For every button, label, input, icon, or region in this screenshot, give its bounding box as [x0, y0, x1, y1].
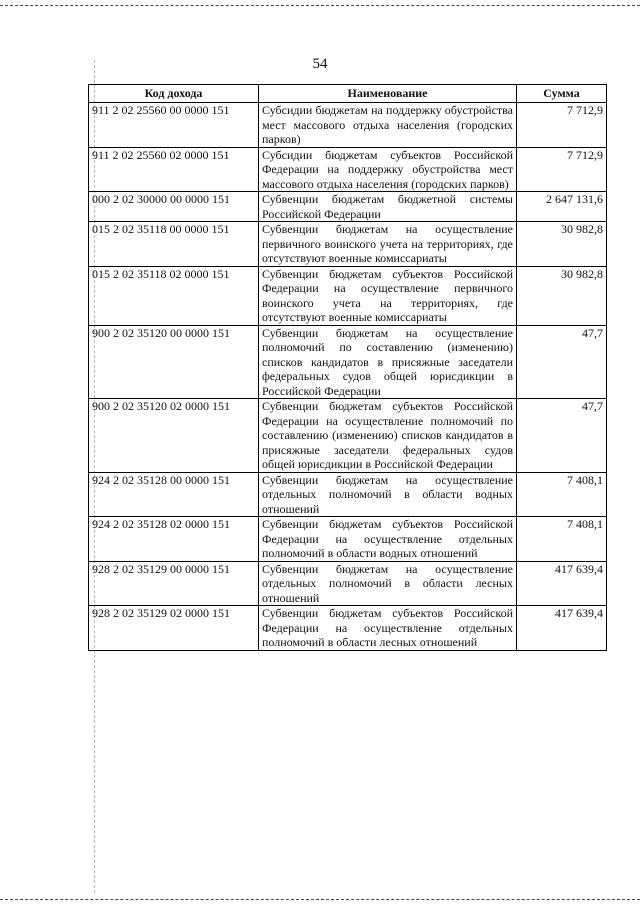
bottom-edge-line [0, 899, 640, 900]
row-name: Субвенции бюджетам субъектов Российской Федерации на осуществление отдельных полномочий в области водных отношений [259, 517, 517, 562]
row-name: Субсидии бюджетам субъектов Российской Федерации на поддержку обустройства мест массового отдыха населения (городских парков) [259, 147, 517, 192]
row-code: 000 2 02 30000 00 0000 151 [89, 192, 259, 222]
table-header-row [89, 85, 607, 103]
table-row [89, 517, 607, 562]
row-code: 924 2 02 35128 02 0000 151 [89, 517, 259, 562]
row-name: Субвенции бюджетам субъектов Российской Федерации на осуществление первичного воинского учета на территориях, где отсутствуют военные комиссариаты [259, 266, 517, 325]
row-sum: 417 639,4 [517, 561, 607, 606]
table-row [89, 325, 607, 399]
table-row [89, 222, 607, 267]
table-row [89, 606, 607, 651]
row-sum: 30 982,8 [517, 266, 607, 325]
row-sum: 47,7 [517, 399, 607, 473]
row-sum: 7 408,1 [517, 472, 607, 517]
row-sum: 30 982,8 [517, 222, 607, 267]
table-row [89, 561, 607, 606]
row-name: Субвенции бюджетам на осуществление отдельных полномочий в области лесных отношений [259, 561, 517, 606]
row-sum: 417 639,4 [517, 606, 607, 651]
row-code: 911 2 02 25560 00 0000 151 [89, 103, 259, 148]
row-code: 924 2 02 35128 00 0000 151 [89, 472, 259, 517]
row-name: Субвенции бюджетам на осуществление первичного воинского учета на территориях, где отсутствуют военные комиссариаты [259, 222, 517, 267]
row-code: 928 2 02 35129 02 0000 151 [89, 606, 259, 651]
table-row [89, 399, 607, 473]
page-number: 54 [312, 56, 328, 72]
top-edge-line [0, 5, 640, 6]
row-sum: 7 712,9 [517, 147, 607, 192]
row-code: 900 2 02 35120 02 0000 151 [89, 399, 259, 473]
row-sum: 7 408,1 [517, 517, 607, 562]
row-name: Субвенции бюджетам субъектов Российской Федерации на осуществление отдельных полномочий в области лесных отношений [259, 606, 517, 651]
table-row [89, 266, 607, 325]
row-code: 911 2 02 25560 02 0000 151 [89, 147, 259, 192]
row-name: Субсидии бюджетам на поддержку обустройства мест массового отдыха населения (городских парков) [259, 103, 517, 148]
row-name: Субвенции бюджетам субъектов Российской Федерации на осуществление полномочий по составлению (изменению) списков кандидатов в присяжные заседатели федеральных судов общей юрисдикции в Российской Федерации [259, 399, 517, 473]
table-row [89, 147, 607, 192]
header-sum: Сумма [517, 85, 607, 103]
header-name: Наименование [259, 85, 517, 103]
header-code: Код дохода [89, 85, 259, 103]
row-code: 015 2 02 35118 02 0000 151 [89, 266, 259, 325]
row-code: 900 2 02 35120 00 0000 151 [89, 325, 259, 399]
row-name: Субвенции бюджетам бюджетной системы Российской Федерации [259, 192, 517, 222]
table-row [89, 103, 607, 148]
row-name: Субвенции бюджетам на осуществление отдельных полномочий в области водных отношений [259, 472, 517, 517]
income-table [88, 84, 607, 651]
row-sum: 7 712,9 [517, 103, 607, 148]
row-sum: 2 647 131,6 [517, 192, 607, 222]
row-name: Субвенции бюджетам на осуществление полномочий по составлению (изменению) списков кандидатов в присяжные заседатели федеральных судов общей юрисдикции в Российской Федерации [259, 325, 517, 399]
table-row [89, 472, 607, 517]
row-code: 015 2 02 35118 00 0000 151 [89, 222, 259, 267]
row-sum: 47,7 [517, 325, 607, 399]
table-row [89, 192, 607, 222]
row-code: 928 2 02 35129 00 0000 151 [89, 561, 259, 606]
